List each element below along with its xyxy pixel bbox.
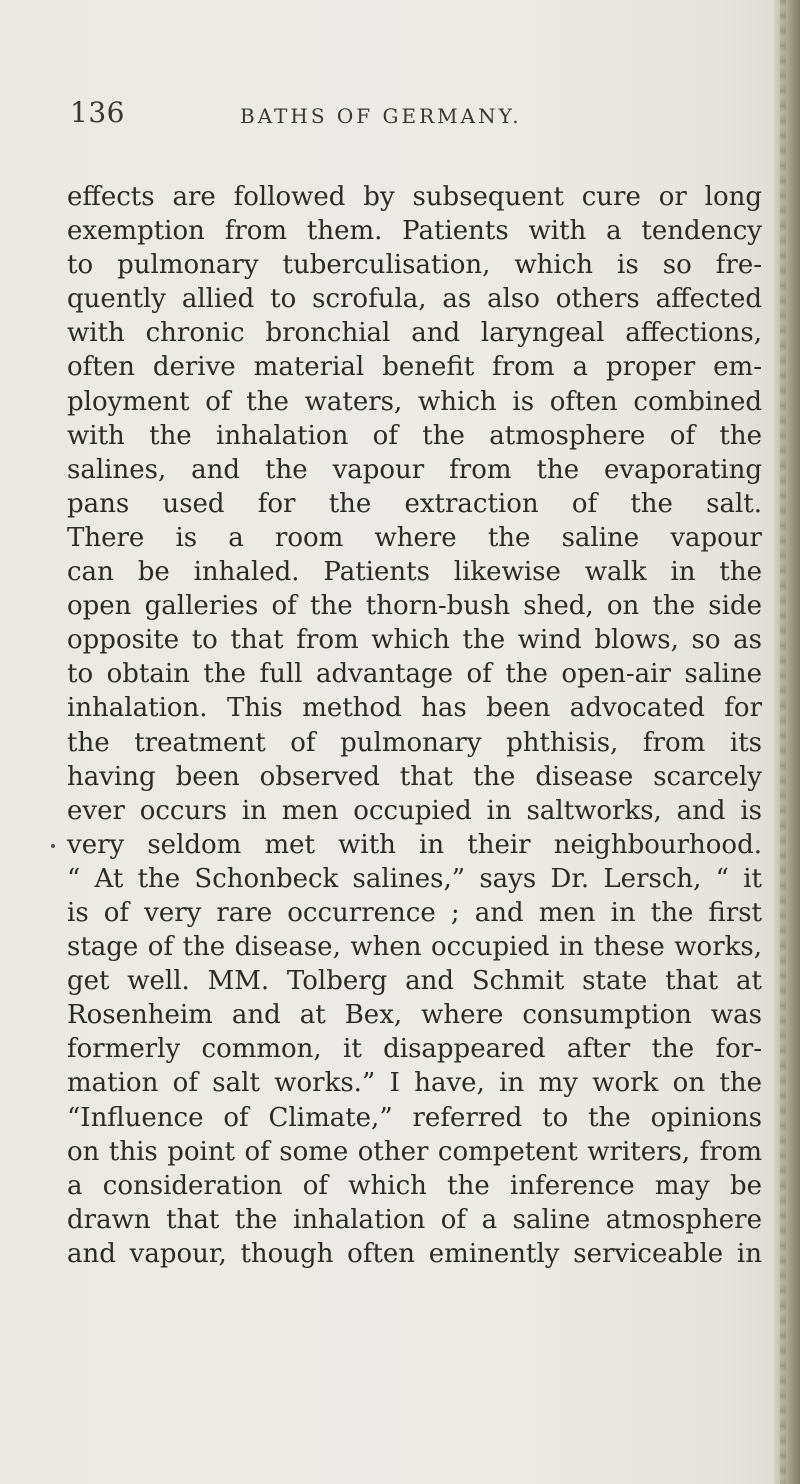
text-line: “ At the Schonbeck salines,” says Dr. Lersch, “ it	[67, 863, 762, 894]
text-line: salines, and the vapour from the evaporating	[67, 454, 762, 485]
text-line: with the inhalation of the atmosphere of the	[67, 420, 762, 451]
text-line: the treatment of pulmonary phthisis, from its	[67, 727, 762, 758]
running-title: BATHS OF GERMANY.	[240, 104, 522, 128]
text-line: get well. MM. Tolberg and Schmit state that at	[67, 966, 762, 997]
text-line: ever occurs in men occupied in saltworks, and is	[67, 795, 762, 826]
text-line: having been observed that the disease scarcely	[67, 761, 762, 792]
text-line: mation of salt works.” I have, in my work on the	[67, 1068, 762, 1099]
text-line: quently allied to scrofula, as also others affected	[67, 284, 762, 315]
margin-dot	[51, 844, 55, 848]
text-line: formerly common, it disappeared after the for-	[67, 1034, 762, 1065]
body-text	[67, 180, 762, 1271]
text-line: to pulmonary tuberculisation, which is so fre-	[67, 250, 762, 281]
page-binding-edge	[774, 0, 800, 1484]
text-line: drawn that the inhalation of a saline atmosphere	[67, 1204, 762, 1235]
text-line: open galleries of the thorn-bush shed, on the side	[67, 591, 762, 622]
text-line: pans used for the extraction of the salt.	[67, 488, 762, 519]
text-line: on this point of some other competent writers, from	[67, 1136, 762, 1167]
text-line: often derive material benefit from a proper em-	[67, 352, 762, 383]
text-line: inhalation. This method has been advocated for	[67, 693, 762, 724]
text-line: opposite to that from which the wind blows, so as	[67, 625, 762, 656]
text-line: is of very rare occurrence ; and men in the first	[67, 897, 762, 928]
text-line: and vapour, though often eminently serviceable in	[67, 1238, 762, 1269]
text-line: stage of the disease, when occupied in these works,	[67, 932, 762, 963]
text-line: to obtain the full advantage of the open-air saline	[67, 659, 762, 690]
text-line	[67, 828, 762, 862]
text-line: effects are followed by subsequent cure or long	[67, 182, 762, 212]
text-line: There is a room where the saline vapour	[67, 522, 762, 553]
text-line: a consideration of which the inference may be	[67, 1170, 762, 1201]
page-number: 136	[70, 96, 125, 129]
text-line: ployment of the waters, which is often combined	[67, 386, 762, 417]
text-line: can be inhaled. Patients likewise walk in the	[67, 557, 762, 588]
text-line: with chronic bronchial and laryngeal affections,	[67, 318, 762, 349]
text-line-content: very seldom met with in their neighbourhood.	[67, 829, 762, 860]
text-line: “Influence of Climate,” referred to the opinions	[67, 1102, 762, 1133]
text-line: exemption from them. Patients with a tendency	[67, 216, 762, 247]
text-line: Rosenheim and at Bex, where consumption was	[67, 1000, 762, 1031]
